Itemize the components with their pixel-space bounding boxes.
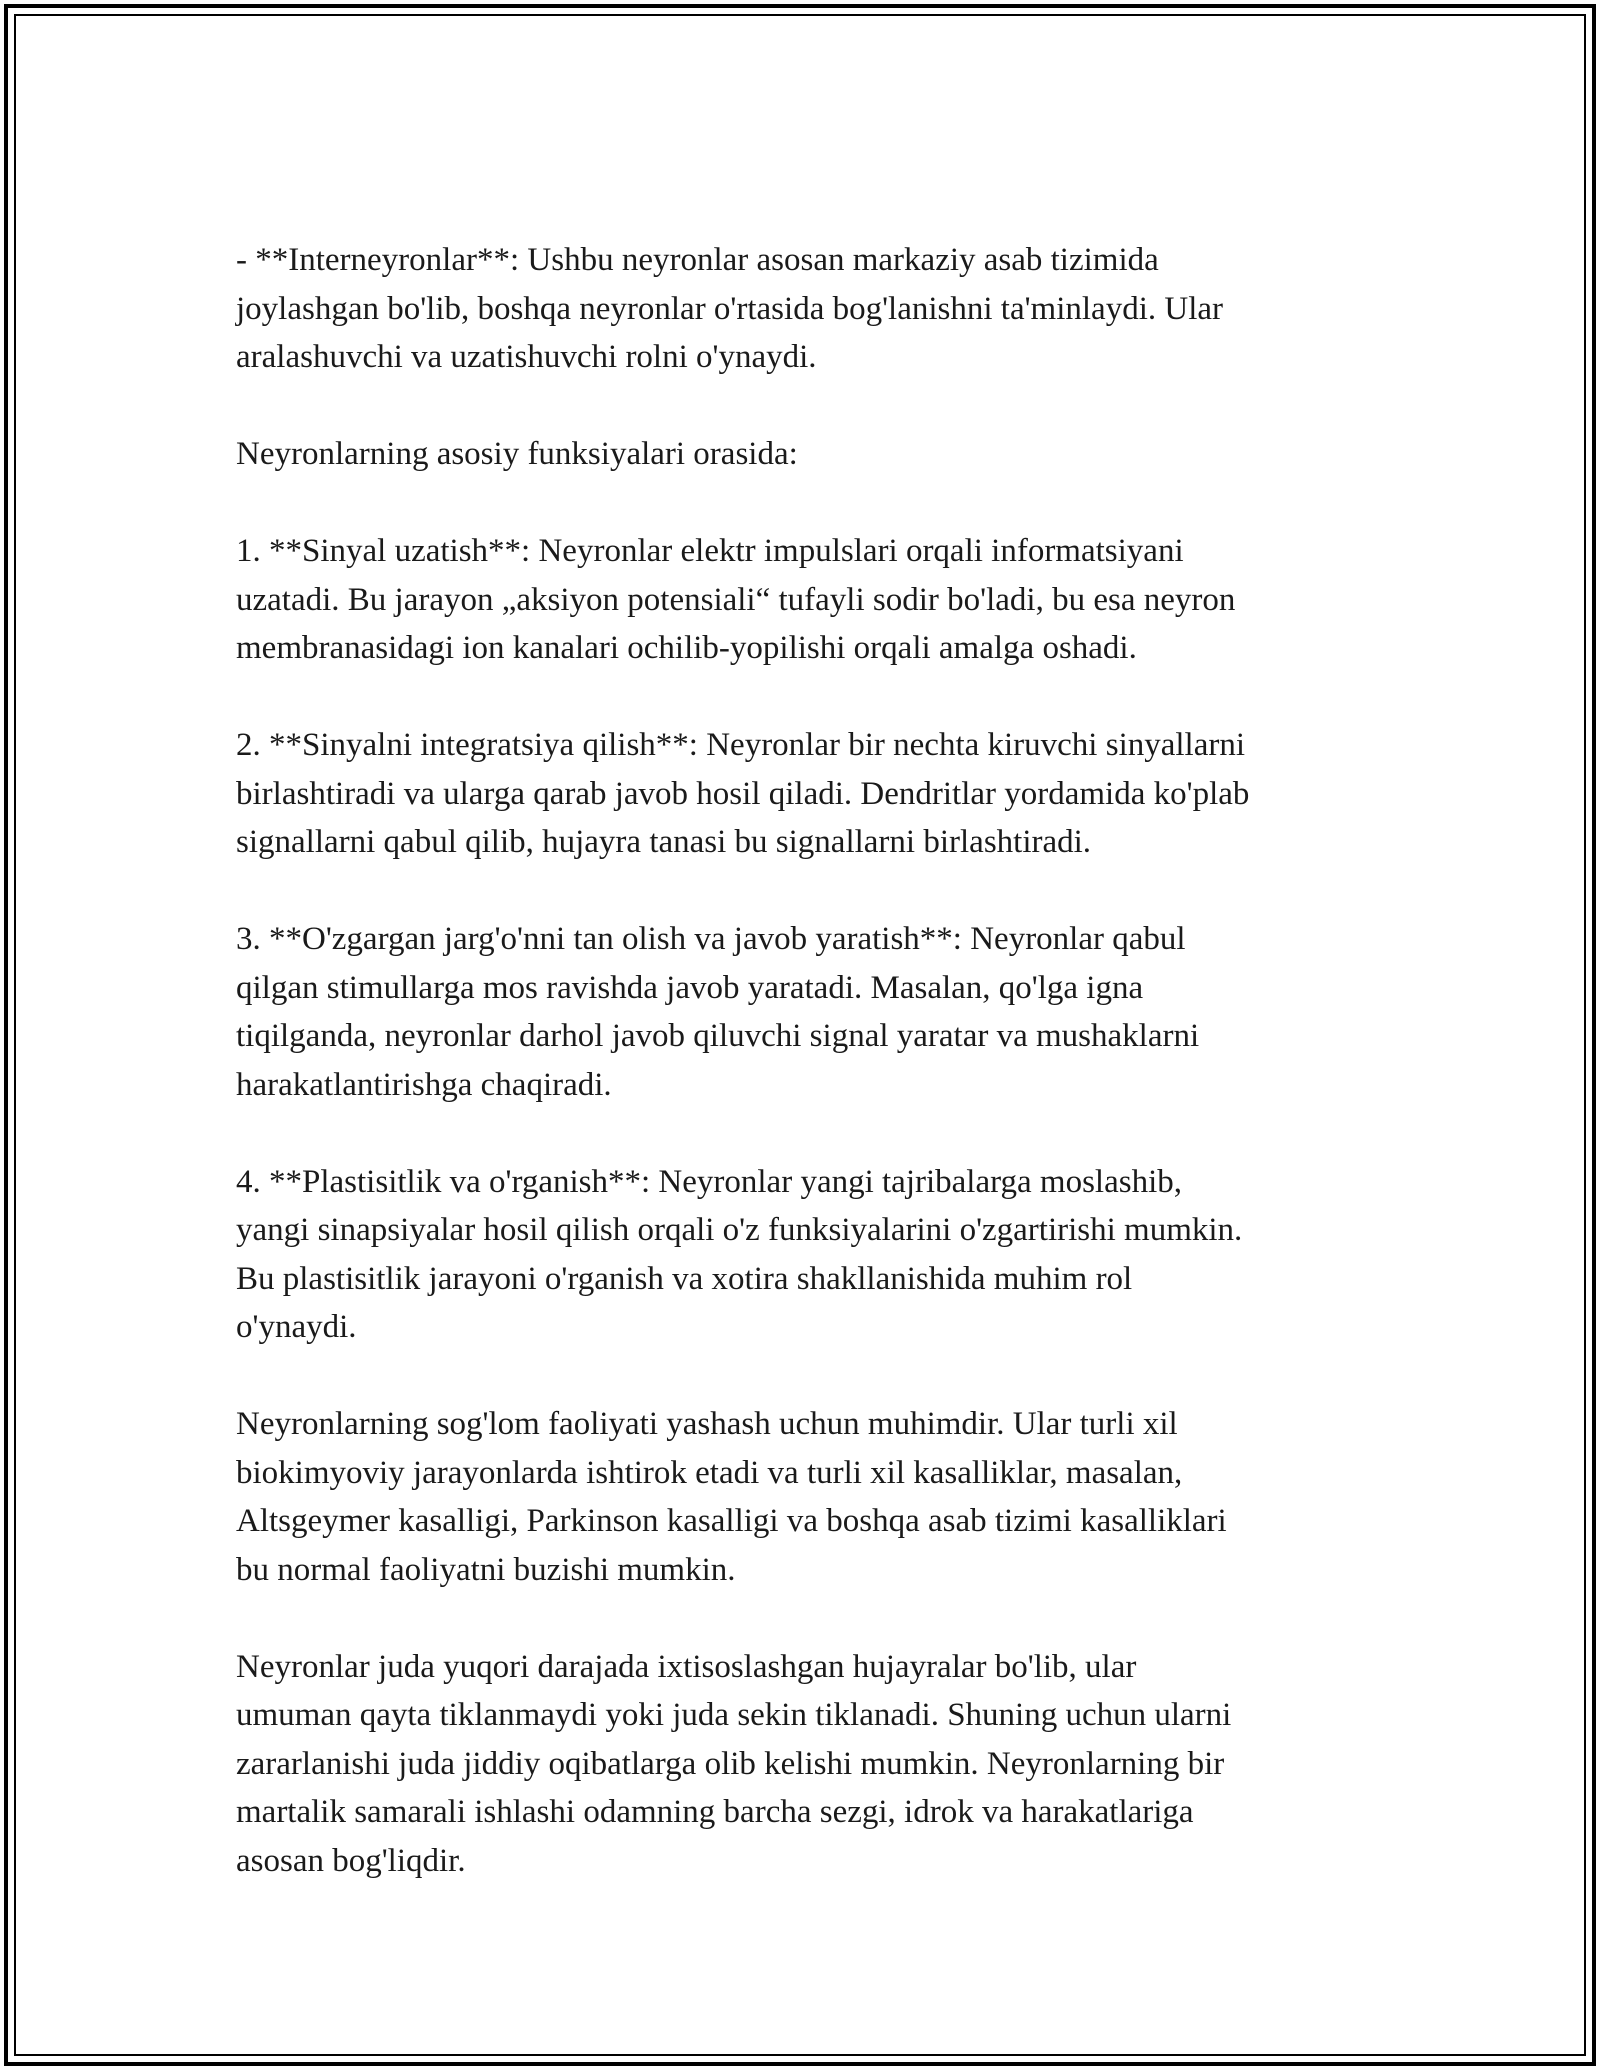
text-line: 3. **O'zgargan jarg'o'nni tan olish va javob yaratish**: Neyronlar qabul <box>236 921 1186 957</box>
paragraph-healthy-activity <box>236 1400 1376 1594</box>
text-line: biokimyoviy jarayonlarda ishtirok etadi va turli xil kasalliklar, masalan, <box>236 1454 1183 1491</box>
text-line: harakatlantirishga chaqiradi. <box>236 1066 612 1103</box>
text-line: umuman qayta tiklanmaydi yoki juda sekin tiklanadi. Shuning uchun ularni <box>236 1697 1232 1733</box>
text-line: 2. **Sinyalni integratsiya qilish**: Neyronlar bir nechta kiruvchi sinyallarni <box>236 727 1246 763</box>
text-line: aralashuvchi va uzatishuvchi rolni o'ynaydi. <box>236 339 817 375</box>
text-line: birlashtiradi va ularga qarab javob hosil qiladi. Dendritlar yordamida ko'plab <box>236 775 1250 812</box>
paragraph-interneurons <box>236 236 1376 382</box>
text-line: 4. **Plastisitlik va o'rganish**: Neyronlar yangi tajribalarga moslashib, <box>236 1163 1182 1200</box>
text-line: Neyronlarning asosiy funksiyalari orasida: <box>236 436 798 472</box>
paragraph-plasticity <box>236 1158 1376 1352</box>
text-line: tiqilganda, neyronlar darhol javob qiluvchi signal yaratar va mushaklarni <box>236 1018 1200 1054</box>
text-line: o'ynaydi. <box>236 1309 357 1345</box>
text-line: qilgan stimullarga mos ravishda javob yaratadi. Masalan, qo'lga igna <box>236 969 1144 1006</box>
paragraph-signal-transmission <box>236 527 1376 673</box>
text-line: signallarni qabul qilib, hujayra tanasi bu signallarni birlashtiradi. <box>236 824 1092 860</box>
paragraph-functions-intro <box>236 430 1376 479</box>
paragraph-specialization <box>236 1643 1376 1886</box>
text-line: bu normal faoliyatni buzishi mumkin. <box>236 1551 736 1588</box>
document-body <box>236 236 1376 1885</box>
text-line: joylashgan bo'lib, boshqa neyronlar o'rtasida bog'lanishni ta'minlaydi. Ular <box>236 290 1224 327</box>
text-line: membranasidagi ion kanalari ochilib-yopilishi orqali amalga oshadi. <box>236 630 1137 666</box>
text-line: martalik samarali ishlashi odamning barcha sezgi, idrok va harakatlariga <box>236 1794 1194 1830</box>
text-line: asosan bog'liqdir. <box>236 1842 466 1879</box>
text-line: Bu plastisitlik jarayoni o'rganish va xotira shakllanishida muhim rol <box>236 1260 1133 1297</box>
paragraph-signal-integration <box>236 721 1376 867</box>
text-line: yangi sinapsiyalar hosil qilish orqali o'z funksiyalarini o'zgartirishi mumkin. <box>236 1212 1243 1248</box>
paragraph-stimulus-response <box>236 915 1376 1109</box>
text-line: Altsgeymer kasalligi, Parkinson kasalligi va boshqa asab tizimi kasalliklari <box>236 1503 1227 1539</box>
text-line: Neyronlarning sog'lom faoliyati yashash uchun muhimdir. Ular turli xil <box>236 1406 1178 1442</box>
text-line: 1. **Sinyal uzatish**: Neyronlar elektr impulslari orqali informatsiyani <box>236 533 1184 569</box>
text-line: uzatadi. Bu jarayon „aksiyon potensiali“ tufayli sodir bo'ladi, bu esa neyron <box>236 581 1236 618</box>
text-line: Neyronlar juda yuqori darajada ixtisoslashgan hujayralar bo'lib, ular <box>236 1648 1137 1685</box>
text-line: - **Interneyronlar**: Ushbu neyronlar asosan markaziy asab tizimida <box>236 242 1159 278</box>
text-line: zararlanishi juda jiddiy oqibatlarga olib kelishi mumkin. Neyronlarning bir <box>236 1745 1225 1782</box>
